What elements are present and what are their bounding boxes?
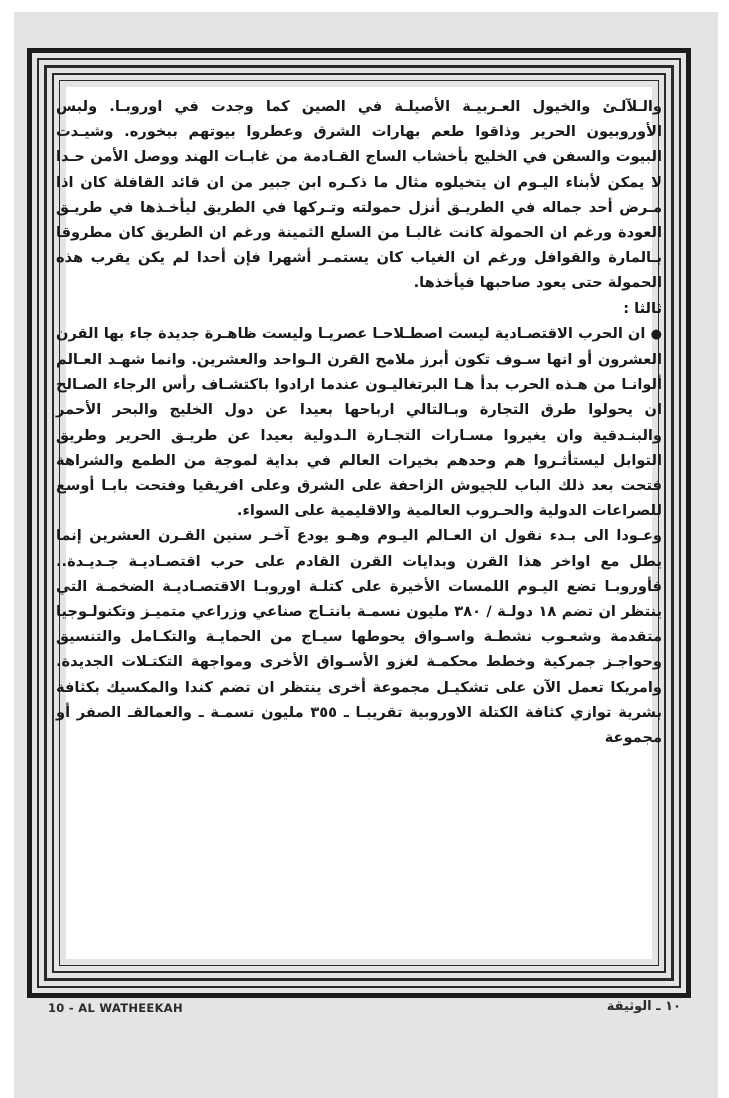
bullet-icon: ● [650, 326, 662, 342]
page-edge [718, 12, 729, 1098]
footer-page-label-latin: 10 - AL WATHEEKAH [48, 1001, 183, 1015]
closing-paragraph: وعـودا الى بـدء نقول ان العـالم اليـوم وهـو يودع آخـر سنين القـرن العشرين إنما يطل مع اواخر هذا القرن وبدايات القرن القادم على حرب اقتصـاديـة جـديـدة.. فأوروبـا تضع اليـوم اللمسات الأخيرة على كتلـة اوروبـا الاقتصـاديـة الضخمـة التي ينتظر ان تضم ١٨ دولـة / ٣٨٠ مليون نسمـة بانتـاج صناعي وزراعي متميـز وتكنولـوجيا متقدمة وشعـوب نشطـة واسـواق يحوطها سيـاج من الحمايـة والتكـامل والتنسيق وحواجـز جمركية وخطط محكمـة لغزو الأسـواق الأخرى ومواجهة التكتـلات الجديدة. وامريكا تعمل الآن على تشكيـل مجموعة أخرى ينتظر ان تضم كندا والمكسيك بكثافة بشرية توازي كثافة الكتلة الاوروبية تقريبـا ـ ٣٥٥ مليون نسمـة ـ والعمالقـ الصفر أو مجموعة [56, 527, 663, 747]
article-paragraph: والـلآلـئ والخيول العـربيـة الأصيلـة في الصين كما وجدت في اوروبـا. ولبس الأوروبيون الحرير وذاقوا طعم بهارات الشرق وعطروا بيوتهم ببخوره. وشيـدت البيوت والسفن في الخليج بأخشاب الساج القـادمة من غابـات الهند ووصل الأمن حـدا لا يمكن لأبناء اليـوم ان يتخيلوه مثال ما ذكـره ابن جبير من ان قائد القافلة كان اذا مـرض أحد جماله في الطريـق أنزل حمولته وتـركها في الطريق ليأخـذها في طريـق العودة ورغم ان الحمولة كانت غالبـا من السلع الثمينة ورغم ان الطريق كان مطروقا بـالمارة والقوافل ورغم ان الغياب كان يستمـر أشهرا فإن أحدا لم يكن يقرب هذه الحمولة حتى يعود صاحبها فيأخذها. [56, 98, 662, 292]
section-heading: ثالثا : [623, 299, 662, 317]
footer-page-label-arabic: ١٠ ـ الوثيقة [606, 999, 681, 1014]
article-body [56, 94, 662, 750]
bullet-paragraph-text: ان الحرب الاقتصـادية ليست اصطـلاحـا عصريـا وليست ظاهـرة جديدة جاء بها القرن العشرون أو انها سـوف تكون أبرز ملامح القرن الـواحد والعشرين. وانما شهـد العـالم ألوانـا من هـذه الحرب بدأ هـا البرتغاليـون عندما ارادوا باكتشـاف رأس الرجاء الصـالح ان يحولوا طرق التجارة وبـالتالي ارباحها بعيدا عن دول الخليج والبحر الأحمر والبنـدقية وان يغيروا مسـارات التجـارة الـدولية بعيدا عن طريـق الحرير وطريق التوابل ليستأثـروا هم وحدهم بخيرات العالم في بداية لموجة من الطمع والشراهة فتحت بعد ذلك الباب للجيوش الزاحفة على الشرق وعلى افريقيا وفتحت بابـا أوسع للصراعات الدولية والحـروب العالمية والاقليمية على السواء. [56, 324, 662, 520]
bullet-paragraph [56, 321, 662, 524]
